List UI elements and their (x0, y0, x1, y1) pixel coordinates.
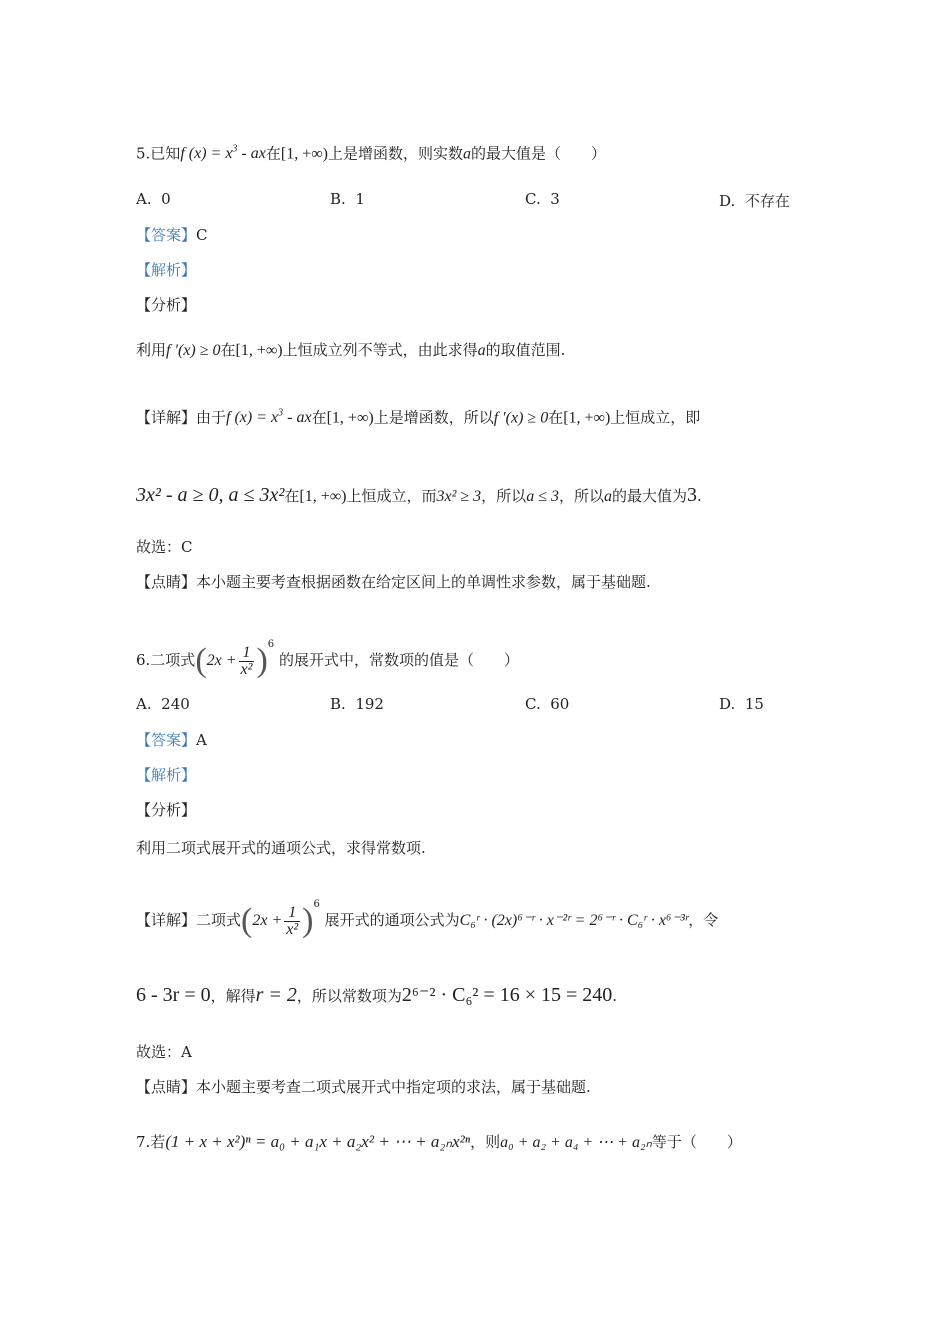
q6-fenxi-tag: 【分析】 (136, 801, 197, 819)
q6-detail-line2: 6 - 3r = 0，解得r = 2，所以常数项为2⁶⁻² · C₆² = 16 × 15 = 240. (136, 984, 618, 1006)
var-a: a (477, 342, 486, 359)
q7-stem: 7.若(1 + x + x²)ⁿ = a₀ + a₁x + a₂x² + ⋯ + a₂ₙx²ⁿ，则a₀ + a₂ + a₄ + ⋯ + a₂ₙ等于（ ） (136, 1132, 742, 1151)
q5-option-a: A. 0 (136, 190, 171, 208)
answer-tag: 【答案】 (136, 226, 197, 244)
q6-option-d: D. 15 (719, 695, 764, 713)
q5-number: 5.已知 (136, 144, 181, 163)
q5-fenxi: 利用f ′(x) ≥ 0在[1, +∞)上恒成立列不等式，由此求得a的取值范围. (136, 341, 566, 359)
q6-option-c: C. 60 (525, 695, 570, 713)
text: 上是增函数，则实数 (327, 144, 463, 163)
q6-number: 6.二项式 (136, 651, 196, 669)
general-term-formula: C₆ʳ · (2x)⁶⁻ʳ · x⁻²ʳ = 2⁶⁻ʳ · C₆ʳ · x⁶⁻³ʳ (459, 912, 689, 929)
function-expr: f $(x) = x^3$ - ax (226, 408, 312, 427)
q5-detail-line2: 3x² - a ≥ 0, a ≤ 3x²在[1, +∞)上恒成立，而3x² ≥ 3，所以a ≤ 3，所以a的最大值为3. (136, 484, 702, 506)
derivative-expr: f ′(x) ≥ 0 (493, 409, 549, 427)
q5-answer: 【答案】C (136, 226, 208, 244)
q5-option-d: D. 不存在 (719, 192, 790, 210)
interval: [1, +∞) (326, 409, 374, 427)
q5-analysis-tag: 【解析】 (136, 261, 197, 279)
q5-detail: 【详解】由于f $(x) = x^3$ - ax在[1, +∞)上是增函数，所以f ′(x) ≥ 0在[1, +∞)上恒成立，即 (136, 408, 701, 427)
max-value: 3 (687, 484, 697, 506)
r-value: r = 2 (255, 984, 297, 1006)
inequality-expr: 3x² - a ≥ 0, a ≤ 3x² (136, 484, 285, 506)
interval: [1, +∞) (235, 342, 283, 359)
fraction: $\frac{1}{\text{x²}}$ (240, 643, 253, 678)
expansion-expr: (1 + x + x²)ⁿ = a₀ + a₁x + a₂x² + ⋯ + a₂ₙx²ⁿ (165, 1132, 471, 1151)
inequality-expr: a ≤ 3 (526, 488, 559, 505)
text: 的最大值是（ ） (470, 144, 606, 163)
q5-fenxi-tag: 【分析】 (136, 296, 197, 314)
constant-term-formula: 2⁶⁻² · C₆² = 16 × 15 = 240 (401, 984, 613, 1006)
interval: [1, +∞) (563, 409, 611, 427)
q6-option-b: B. 192 (330, 695, 384, 713)
q5-option-b: B. 1 (330, 190, 365, 208)
answer-tag: 【答案】 (136, 731, 197, 749)
q5-interval: [1, +∞) (280, 145, 328, 163)
interval: [1, +∞) (299, 488, 347, 505)
q6-stem: 6.二项式(2x + $\frac{1}{\text{x²}}$ )$^6$ 的展开式中，常数项的值是（ ） (136, 639, 519, 679)
q6-dianjing: 【点睛】本小题主要考查二项式展开式中指定项的求法，属于基础题. (136, 1078, 591, 1096)
q6-guxuan: 故选：A (136, 1043, 192, 1061)
equation-expr: 6 - 3r = 0 (136, 984, 211, 1006)
q6-answer: 【答案】A (136, 731, 207, 749)
dianjing-tag: 【点睛】 (136, 573, 197, 591)
text: 在 (265, 144, 281, 163)
exponent: 6 (267, 639, 275, 650)
dianjing-tag: 【点睛】 (136, 1078, 197, 1096)
q6-option-a: A. 240 (136, 695, 190, 713)
var-a: a (462, 145, 471, 163)
q7-number: 7.若 (136, 1133, 166, 1151)
q5-option-c: C. 3 (525, 190, 560, 208)
var-a: a (603, 488, 612, 505)
expr: 2x + (206, 652, 237, 669)
inequality-expr: 3x² ≥ 3 (436, 488, 482, 505)
detail-tag: 【详解】 (136, 911, 197, 929)
q5-function: f $(x) = x^3$ - ax (180, 144, 266, 163)
q6-detail: 【详解】二项式(2x + $\frac{1}{\text{x²}}$ )$^6$ 展开式的通项公式为C₆ʳ · (2x)⁶⁻ʳ · x⁻²ʳ = 2⁶⁻ʳ · C₆ʳ · x⁶⁻³ʳ，令 (136, 899, 719, 939)
q6-analysis-tag: 【解析】 (136, 766, 197, 784)
q5-dianjing: 【点睛】本小题主要考查根据函数在给定区间上的单调性求参数，属于基础题. (136, 573, 651, 591)
q5-stem (136, 140, 606, 164)
detail-tag: 【详解】 (136, 408, 197, 427)
sum-expr: a₀ + a₂ + a₄ + ⋯ + a₂ₙ (500, 1134, 652, 1151)
q6-fenxi: 利用二项式展开式的通项公式，求得常数项. (136, 839, 426, 857)
q5-guxuan: 故选：C (136, 538, 193, 556)
derivative-expr: f ′(x) ≥ 0 (166, 342, 221, 359)
